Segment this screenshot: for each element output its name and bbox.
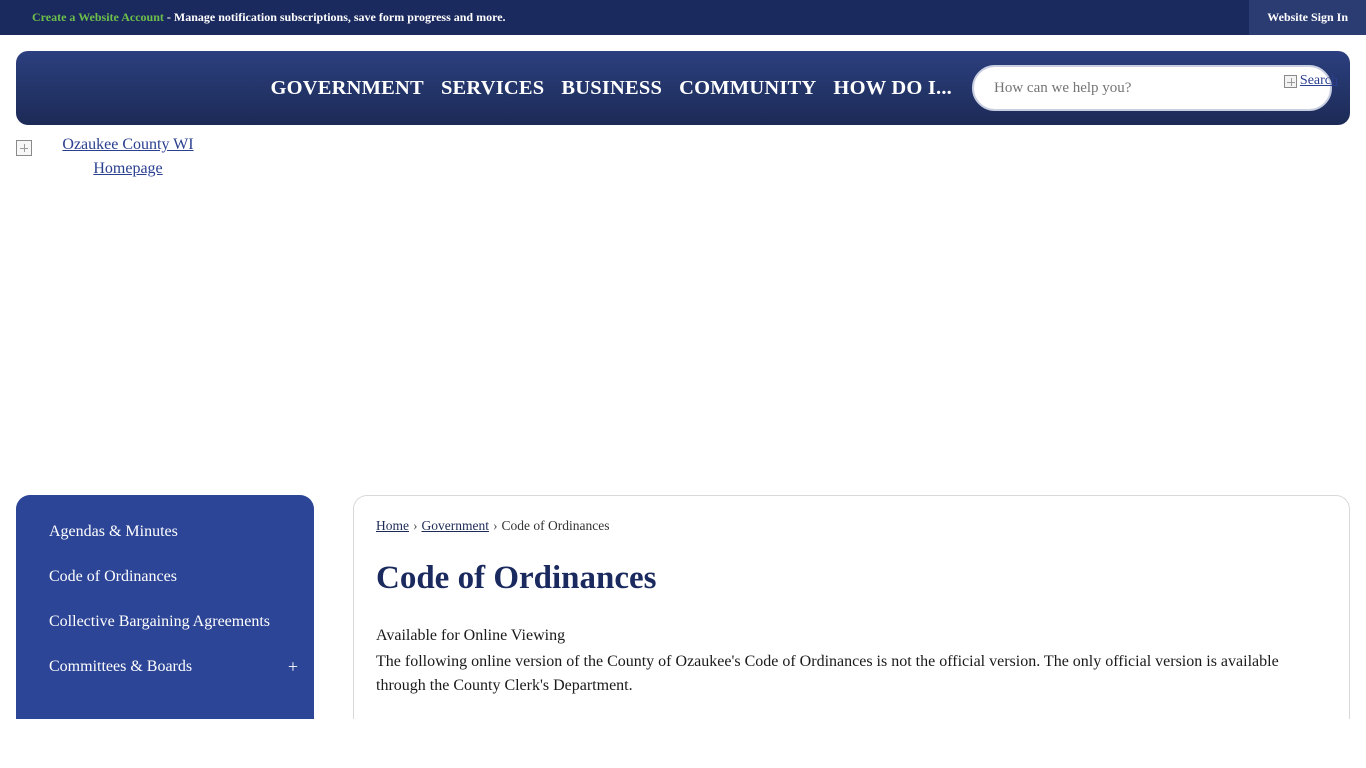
search-input[interactable] xyxy=(992,79,1318,98)
sidebar-item-label: Collective Bargaining Agreements xyxy=(49,613,270,630)
nav-item-services[interactable]: SERVICES xyxy=(440,76,545,99)
main-content-panel xyxy=(353,495,1350,719)
sidebar-item-agendas-minutes[interactable] xyxy=(16,509,314,554)
create-account-link[interactable]: Create a Website Account xyxy=(32,10,164,24)
sidebar-item-committees-boards[interactable] xyxy=(16,644,314,689)
body-paragraph-1: Available for Online Viewing xyxy=(376,627,566,644)
sidebar-item-collective-bargaining-agreements[interactable] xyxy=(16,599,314,644)
breadcrumb-link-home[interactable]: Home xyxy=(376,518,409,533)
breadcrumb-separator: › xyxy=(413,518,418,533)
website-sign-in-button[interactable]: Website Sign In xyxy=(1249,0,1366,35)
body-paragraph-2: The following online version of the County of Ozaukee's Code of Ordinances is not the official version. The only official version is available through the County Clerk's Department. xyxy=(376,653,1279,694)
page-body xyxy=(376,624,1296,698)
breadcrumb-separator: › xyxy=(492,518,498,533)
breadcrumb-current: Code of Ordinances xyxy=(501,518,610,533)
utility-bar-message xyxy=(0,10,506,25)
nav-item-list xyxy=(270,77,952,100)
sidebar-item-label: Committees & Boards xyxy=(49,658,193,675)
nav-item-community[interactable]: COMMUNITY xyxy=(679,76,817,99)
primary-navigation xyxy=(16,51,1350,125)
breadcrumb xyxy=(376,518,1319,534)
breadcrumb-link-government[interactable]: Government xyxy=(421,518,489,533)
nav-wrapper xyxy=(0,35,1366,125)
search-icon xyxy=(1284,75,1297,88)
expand-plus-icon[interactable]: + xyxy=(287,656,298,676)
sidebar-item-label: Agendas & Minutes xyxy=(49,523,178,540)
section-sidebar xyxy=(16,495,314,719)
site-logo-link[interactable] xyxy=(16,133,236,181)
content-row xyxy=(0,495,1366,719)
utility-bar xyxy=(0,0,1366,35)
search-button[interactable] xyxy=(1284,73,1338,89)
search-button-label: Search xyxy=(1299,73,1338,88)
nav-item-how-do-i[interactable]: HOW DO I... xyxy=(833,76,952,99)
page-title: Code of Ordinances xyxy=(376,560,657,596)
nav-item-government[interactable]: GOVERNMENT xyxy=(270,76,424,99)
utility-bar-note: - Manage notification subscriptions, save form progress and more. xyxy=(166,10,506,24)
nav-item-business[interactable]: BUSINESS xyxy=(561,76,663,99)
search-box xyxy=(972,65,1338,111)
logo-area xyxy=(0,125,1366,495)
broken-image-icon xyxy=(16,140,32,156)
site-logo-alt-text: Ozaukee County WI Homepage xyxy=(62,136,194,177)
sidebar-item-label: Code of Ordinances xyxy=(49,568,177,585)
sidebar-item-code-of-ordinances[interactable] xyxy=(16,554,314,599)
